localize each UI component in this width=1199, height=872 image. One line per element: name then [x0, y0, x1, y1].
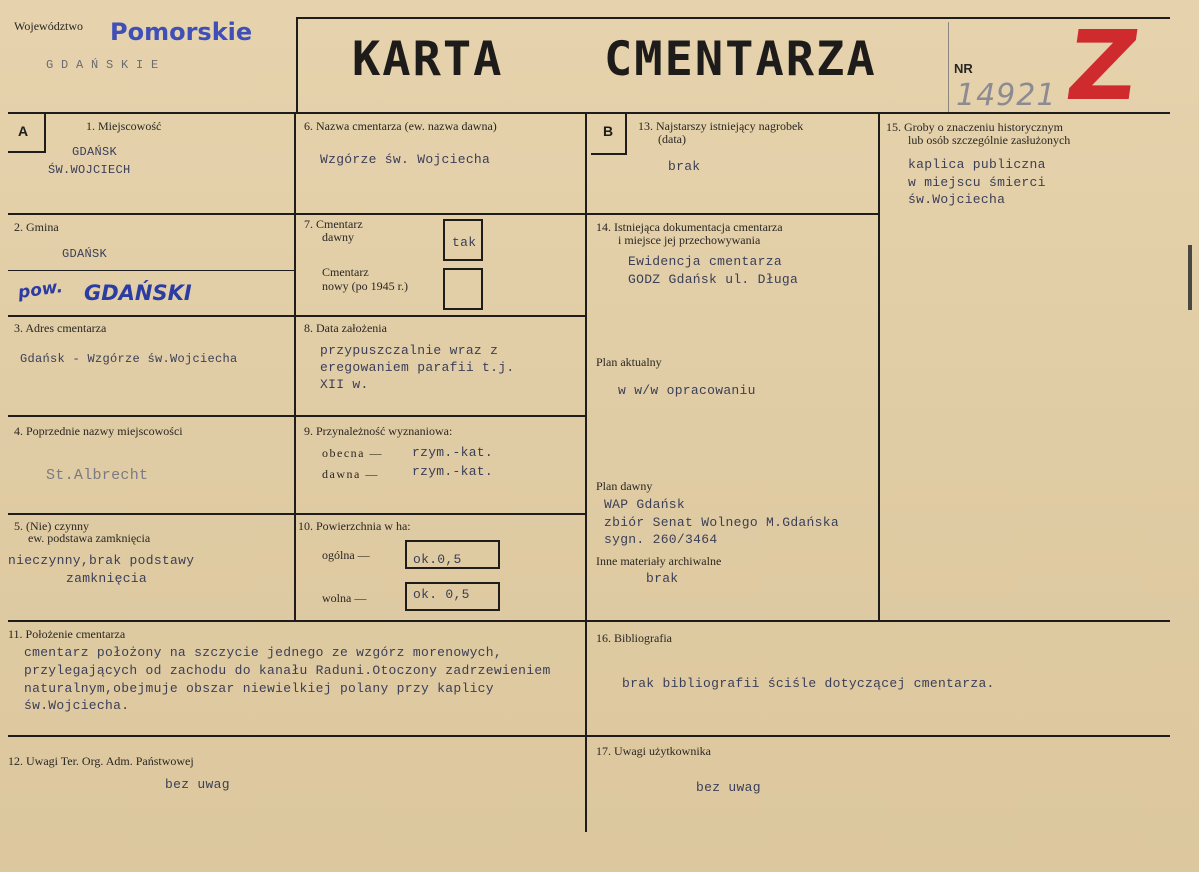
field-14-plan-old-label: Plan dawny: [596, 479, 653, 493]
field-15-label-line1: 15. Groby o znaczeniu historycznym: [886, 120, 1063, 134]
rule-col2: [585, 112, 587, 832]
field-11-value-line3: naturalnym,obejmuje obszar niewielkiej polany przy kaplicy: [24, 681, 494, 696]
field-15-value-line3: św.Wojciecha: [908, 192, 1006, 207]
rule-col1: [294, 112, 296, 622]
rule-row6: [8, 735, 1170, 737]
field-14-archival-label: Inne materiały archiwalne: [596, 554, 722, 568]
rule-gmina-split: [8, 270, 296, 271]
field-5-label-line2: ew. podstawa zamknięcia: [28, 531, 151, 545]
title-karta: KARTA: [352, 32, 504, 87]
field-6-label: 6. Nazwa cmentarza (ew. nazwa dawna): [304, 119, 497, 133]
rule-row1-left: [8, 213, 587, 215]
field-1-value-line2: ŚW.WOJCIECH: [48, 163, 131, 177]
rule-top: [296, 17, 1170, 19]
section-a-box-bottom: [8, 151, 46, 153]
rule-row5: [8, 620, 1170, 622]
field-17-value: bez uwag: [696, 780, 761, 795]
field-16-label: 16. Bibliografia: [596, 631, 672, 645]
field-14-label-line1: 14. Istniejąca dokumentacja cmentarza: [596, 220, 783, 234]
field-2-pow-value: GDAŃSKI: [84, 281, 192, 305]
field-8-value-line1: przypuszczalnie wraz z: [320, 343, 499, 358]
field-6-value: Wzgórze św. Wojciecha: [320, 152, 491, 167]
rule-row2: [8, 315, 587, 317]
field-11-value-line2: przylegających od zachodu do kanału Raduni.Otoczony zadrzewieniem: [24, 663, 551, 678]
field-14-value-line1: Ewidencja cmentarza: [628, 254, 782, 269]
field-8-label: 8. Data założenia: [304, 321, 387, 335]
field-7-new-label-2: nowy (po 1945 r.): [322, 279, 408, 293]
wojewodztwo-label: Województwo: [14, 19, 84, 33]
field-14-plan-old-line2: zbiór Senat Wolnego M.Gdańska: [604, 515, 839, 530]
field-8-value-line3: XII w.: [320, 377, 369, 392]
field-9-former-label: dawna —: [322, 467, 379, 481]
field-2-label: 2. Gmina: [14, 220, 59, 234]
field-2-pow-prefix: pow.: [16, 276, 65, 304]
nr-label: NR: [954, 61, 973, 76]
field-4-label: 4. Poprzednie nazwy miejscowości: [14, 424, 183, 438]
section-b-box-right: [625, 114, 627, 154]
field-7-old-label-1: 7. Cmentarz: [304, 217, 363, 231]
field-12-value: bez uwag: [165, 777, 230, 792]
field-14-plan-current-label: Plan aktualny: [596, 355, 662, 369]
field-7-new-checkbox: [443, 268, 483, 310]
field-10-label: 10. Powierzchnia w ha:: [298, 519, 411, 533]
gdanskie-typed: G D A Ń S K I E: [46, 58, 159, 72]
field-16-value: brak bibliografii ściśle dotyczącej cmentarza.: [622, 676, 995, 691]
field-14-label-line2: i miejsce jej przechowywania: [618, 233, 761, 247]
field-9-former-value: rzym.-kat.: [412, 464, 494, 479]
wojewodztwo-stamp: Pomorskie: [110, 18, 253, 46]
field-10-total-value: ok.0,5: [413, 552, 462, 567]
field-9-current-label: obecna —: [322, 446, 383, 460]
field-5-value-line1: nieczynny,brak podstawy: [8, 553, 195, 568]
field-14-plan-old-line3: sygn. 260/3464: [604, 532, 718, 547]
field-11-label: 11. Położenie cmentarza: [8, 627, 126, 641]
field-14-value-line2: GODZ Gdańsk ul. Długa: [628, 272, 799, 287]
nr-handwritten: 14921: [956, 78, 1057, 113]
field-11-value-line4: św.Wojciecha.: [24, 698, 130, 713]
field-8-value-line2: eregowaniem parafii t.j.: [320, 360, 515, 375]
category-z-mark: Z: [1060, 10, 1146, 122]
section-b-marker: B: [603, 123, 614, 139]
field-12-label: 12. Uwagi Ter. Org. Adm. Państwowej: [8, 754, 194, 768]
field-4-value: St.Albrecht: [46, 467, 149, 484]
section-b-box-bottom: [591, 153, 627, 155]
rule-row4: [8, 513, 587, 515]
field-11-value-line1: cmentarz położony na szczycie jednego ze wzgórz morenowych,: [24, 645, 502, 660]
field-3-label: 3. Adres cmentarza: [14, 321, 107, 335]
field-14-plan-old-line1: WAP Gdańsk: [604, 497, 686, 512]
rule-header-left: [296, 17, 298, 113]
field-7-old-value: tak: [452, 235, 477, 250]
field-13-label-line2: (data): [658, 132, 686, 146]
rule-col3: [878, 112, 880, 622]
field-17-label: 17. Uwagi użytkownika: [596, 744, 711, 758]
title-cmentarza: CMENTARZA: [604, 32, 877, 87]
field-5-label-line1: 5. (Nie) czynny: [14, 519, 89, 533]
field-15-value-line1: kaplica publiczna: [908, 157, 1046, 172]
field-7-old-label-2: dawny: [322, 230, 354, 244]
field-1-value-line1: GDAŃSK: [72, 145, 118, 159]
rule-row1-b: [585, 213, 880, 215]
field-15-value-line2: w miejscu śmierci: [908, 175, 1046, 190]
rule-nr-left: [948, 22, 949, 112]
field-7-new-label-1: Cmentarz: [322, 265, 369, 279]
section-a-marker: A: [18, 123, 29, 139]
field-1-label: 1. Miejscowość: [86, 119, 162, 133]
field-10-free-label: wolna —: [322, 591, 367, 605]
field-13-value: brak: [668, 159, 701, 174]
field-10-total-label: ogólna —: [322, 548, 370, 562]
field-14-archival-value: brak: [646, 571, 679, 586]
field-3-value: Gdańsk - Wzgórze św.Wojciecha: [20, 352, 238, 366]
field-13-label-line1: 13. Najstarszy istniejący nagrobek: [638, 119, 804, 133]
field-10-free-value: ok. 0,5: [413, 587, 470, 602]
field-5-value-line2: zamknięcia: [66, 571, 148, 586]
field-2-value: GDAŃSK: [62, 247, 108, 261]
section-a-box-right: [44, 114, 46, 152]
field-14-plan-current-value: w w/w opracowaniu: [618, 383, 756, 398]
field-9-current-value: rzym.-kat.: [412, 445, 494, 460]
field-15-label-line2: lub osób szczególnie zasłużonych: [908, 133, 1071, 147]
rule-row3: [8, 415, 587, 417]
right-edge-tab: [1188, 245, 1192, 310]
field-9-label: 9. Przynależność wyznaniowa:: [304, 424, 453, 438]
